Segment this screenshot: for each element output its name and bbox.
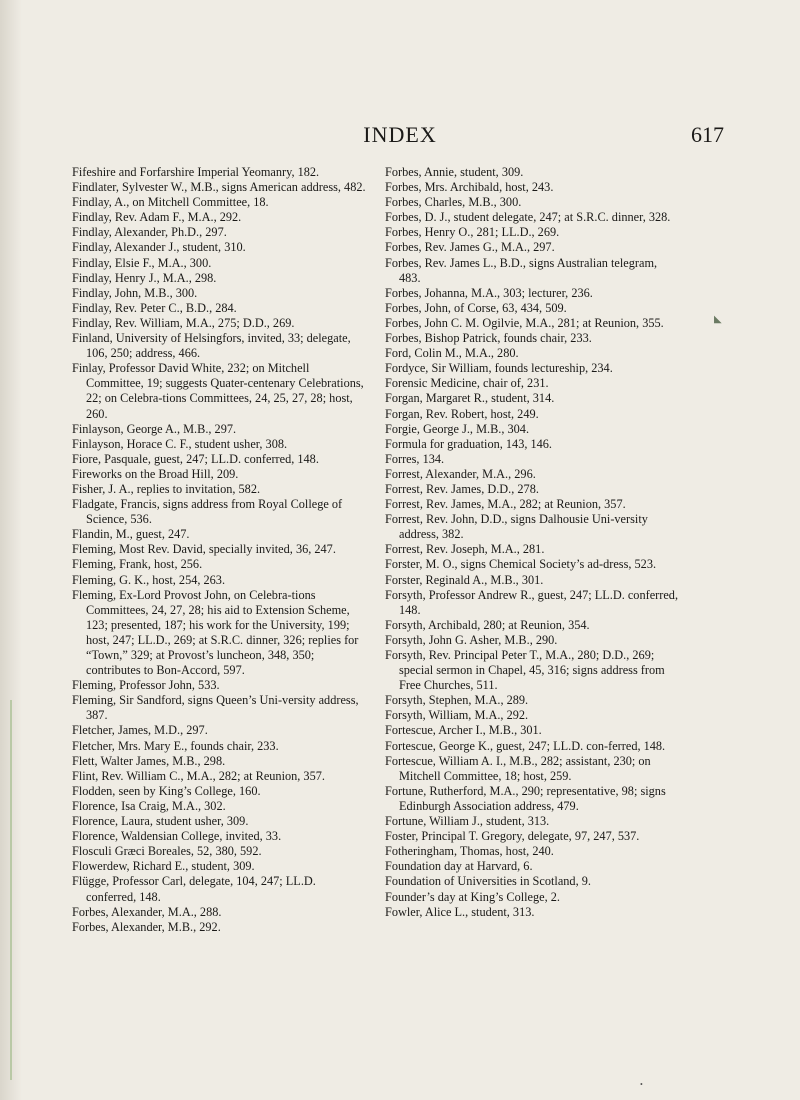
index-entry: Forrest, Rev. James, M.A., 282; at Reunion, 357. bbox=[385, 497, 626, 512]
index-entry: Flodden, seen by King’s College, 160. bbox=[72, 783, 261, 798]
index-entry: Forbes, Alexander, M.B., 292. bbox=[72, 919, 221, 934]
index-entry: Forgan, Rev. Robert, host, 249. bbox=[385, 406, 539, 421]
index-entry: Florence, Isa Craig, M.A., 302. bbox=[72, 798, 226, 813]
index-entry: Forsyth, John G. Asher, M.B., 290. bbox=[385, 632, 558, 647]
index-entry: Fortune, Rutherford, M.A., 290; representative, 98; signs Edinburgh Association address, 479. bbox=[385, 783, 666, 813]
index-entry: Forrest, Alexander, M.A., 296. bbox=[385, 466, 536, 481]
index-entry: Flosculi Græci Boreales, 52, 380, 592. bbox=[72, 844, 262, 859]
index-entry: Founder’s day at King’s College, 2. bbox=[385, 889, 560, 904]
index-entry: Fireworks on the Broad Hill, 209. bbox=[72, 466, 239, 481]
index-entry: Forensic Medicine, chair of, 231. bbox=[385, 376, 549, 391]
index-entry: Fordyce, Sir William, founds lectureship, 234. bbox=[385, 361, 613, 376]
index-entry: Foundation of Universities in Scotland, 9. bbox=[385, 874, 591, 889]
index-entry: Fortescue, George K., guest, 247; LL.D. con-ferred, 148. bbox=[385, 738, 666, 753]
index-entry: Findlay, A., on Mitchell Committee, 18. bbox=[72, 195, 269, 210]
index-entry: Forsyth, William, M.A., 292. bbox=[385, 708, 529, 723]
index-entry: Fletcher, Mrs. Mary E., founds chair, 233. bbox=[72, 738, 279, 753]
index-entry: Flandin, M., guest, 247. bbox=[72, 527, 190, 542]
index-column-right bbox=[385, 165, 681, 920]
index-entry: Finlayson, George A., M.B., 297. bbox=[72, 421, 237, 436]
ink-speck-icon: • bbox=[640, 1080, 643, 1089]
index-entry: Findlay, Alexander, Ph.D., 297. bbox=[72, 225, 227, 240]
binding-mark bbox=[10, 700, 12, 1080]
index-entry: Fortescue, William A. I., M.B., 282; assistant, 230; on Mitchell Committee, 18; host, 259. bbox=[385, 753, 651, 783]
index-entry: Forbes, D. J., student delegate, 247; at S.R.C. dinner, 328. bbox=[385, 210, 671, 225]
index-entry: Forbes, Charles, M.B., 300. bbox=[385, 195, 522, 210]
index-entry: Forbes, Annie, student, 309. bbox=[385, 165, 524, 179]
index-entry: Fleming, Sir Sandford, signs Queen’s Uni-versity address, 387. bbox=[72, 693, 359, 723]
index-entry: Forrest, Rev. John, D.D., signs Dalhousie Uni-versity address, 382. bbox=[385, 512, 648, 542]
margin-mark-icon: ◣ bbox=[714, 314, 722, 325]
index-entry: Flett, Walter James, M.B., 298. bbox=[72, 753, 226, 768]
index-entry: Findlay, Rev. Peter C., B.D., 284. bbox=[72, 300, 237, 315]
index-entry: Fladgate, Francis, signs address from Royal College of Science, 536. bbox=[72, 497, 343, 527]
index-entry: Forster, Reginald A., M.B., 301. bbox=[385, 572, 544, 587]
index-entry: Formula for graduation, 143, 146. bbox=[385, 436, 553, 451]
index-entry: Fleming, Frank, host, 256. bbox=[72, 557, 203, 572]
index-entry: Findlay, Henry J., M.A., 298. bbox=[72, 270, 217, 285]
index-entry: Fortune, William J., student, 313. bbox=[385, 814, 550, 829]
index-entry: Fiore, Pasquale, guest, 247; LL.D. conferred, 148. bbox=[72, 451, 319, 466]
index-entry: Forsyth, Stephen, M.A., 289. bbox=[385, 693, 529, 708]
page-header bbox=[0, 122, 800, 152]
index-entry: Forbes, John C. M. Ogilvie, M.A., 281; at Reunion, 355. bbox=[385, 315, 664, 330]
index-entry: Fletcher, James, M.D., 297. bbox=[72, 723, 208, 738]
index-entry: Forgie, George J., M.B., 304. bbox=[385, 421, 530, 436]
page-number: 617 bbox=[691, 122, 724, 147]
index-entry: Foster, Principal T. Gregory, delegate, 97, 247, 537. bbox=[385, 829, 640, 844]
index-entry: Forrest, Rev. James, D.D., 278. bbox=[385, 481, 539, 496]
index-column-left bbox=[72, 165, 368, 935]
page-title: INDEX bbox=[363, 122, 437, 147]
index-entry: Forrest, Rev. Joseph, M.A., 281. bbox=[385, 542, 545, 557]
index-entry: Forbes, Rev. James G., M.A., 297. bbox=[385, 240, 555, 255]
index-entry: Finlayson, Horace C. F., student usher, 308. bbox=[72, 436, 288, 451]
index-entry: Fleming, Most Rev. David, specially invited, 36, 247. bbox=[72, 542, 336, 557]
index-entry: Forbes, Mrs. Archibald, host, 243. bbox=[385, 180, 554, 195]
index-entry: Forsyth, Professor Andrew R., guest, 247; LL.D. conferred, 148. bbox=[385, 587, 679, 617]
index-entry: Ford, Colin M., M.A., 280. bbox=[385, 346, 519, 361]
index-entry: Florence, Laura, student usher, 309. bbox=[72, 814, 249, 829]
index-entry: Forbes, Henry O., 281; LL.D., 269. bbox=[385, 225, 560, 240]
index-entry: Flint, Rev. William C., M.A., 282; at Reunion, 357. bbox=[72, 768, 325, 783]
index-entry: Finlay, Professor David White, 232; on Mitchell Committee, 19; suggests Quater-centenary Celebrations, 22; on Celebra-tions Committees, 24, 25, 27, 28; host, 260. bbox=[72, 361, 364, 421]
index-entry: Findlater, Sylvester W., M.B., signs American address, 482. bbox=[72, 180, 366, 195]
index-entry: Findlay, Rev. William, M.A., 275; D.D., 269. bbox=[72, 315, 295, 330]
index-entry: Foundation day at Harvard, 6. bbox=[385, 859, 533, 874]
index-entry: Forbes, Alexander, M.A., 288. bbox=[72, 904, 222, 919]
index-entry: Finland, University of Helsingfors, invited, 33; delegate, 106, 250; address, 466. bbox=[72, 331, 351, 361]
index-entry: Fisher, J. A., replies to invitation, 582. bbox=[72, 481, 261, 496]
index-entry: Fowler, Alice L., student, 313. bbox=[385, 904, 535, 919]
index-entry: Fleming, Professor John, 533. bbox=[72, 678, 220, 693]
index-entry: Findlay, Elsie F., M.A., 300. bbox=[72, 255, 212, 270]
index-entry: Fortescue, Archer I., M.B., 301. bbox=[385, 723, 542, 738]
index-entry: Forbes, Johanna, M.A., 303; lecturer, 236. bbox=[385, 285, 593, 300]
index-entry: Fifeshire and Forfarshire Imperial Yeomanry, 182. bbox=[72, 165, 320, 179]
index-entry: Forster, M. O., signs Chemical Society’s ad-dress, 523. bbox=[385, 557, 657, 572]
index-entry: Findlay, Rev. Adam F., M.A., 292. bbox=[72, 210, 242, 225]
index-entry: Forres, 134. bbox=[385, 451, 445, 466]
index-entry: Florence, Waldensian College, invited, 33. bbox=[72, 829, 282, 844]
index-entry: Forsyth, Rev. Principal Peter T., M.A., 280; D.D., 269; special sermon in Chapel, 45, 316; signs address from Free Churches, 511. bbox=[385, 648, 665, 693]
index-entry: Flowerdew, Richard E., student, 309. bbox=[72, 859, 255, 874]
index-entry: Fleming, Ex-Lord Provost John, on Celebra-tions Committees, 24, 27, 28; his aid to Extension Scheme, 123; presented, 187; his work for the University, 199; host, 247; LL.D., 269; at S.R.C. dinner, 326; replies for “Town,” 329; at Provost’s luncheon, 348, 350; contributes to Bon-Accord, 597. bbox=[72, 587, 359, 678]
index-entry: Forbes, John, of Corse, 63, 434, 509. bbox=[385, 300, 567, 315]
index-entry: Forgan, Margaret R., student, 314. bbox=[385, 391, 555, 406]
index-entry: Fotheringham, Thomas, host, 240. bbox=[385, 844, 554, 859]
index-entry: Findlay, Alexander J., student, 310. bbox=[72, 240, 246, 255]
index-entry: Forbes, Rev. James L., B.D., signs Australian telegram, 483. bbox=[385, 255, 658, 285]
index-entry: Flügge, Professor Carl, delegate, 104, 247; LL.D. conferred, 148. bbox=[72, 874, 316, 904]
index-entry: Forbes, Bishop Patrick, founds chair, 233. bbox=[385, 331, 592, 346]
index-entry: Fleming, G. K., host, 254, 263. bbox=[72, 572, 226, 587]
index-entry: Forsyth, Archibald, 280; at Reunion, 354. bbox=[385, 617, 590, 632]
index-entry: Findlay, John, M.B., 300. bbox=[72, 285, 198, 300]
